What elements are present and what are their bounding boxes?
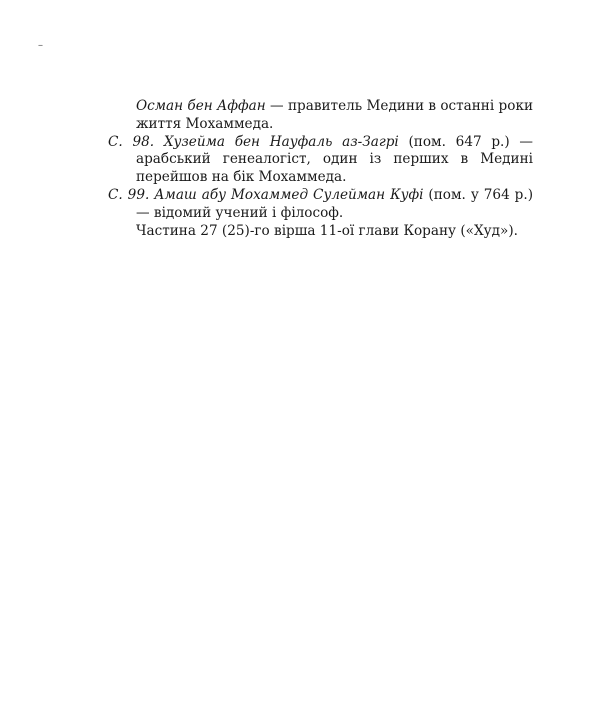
note-term: Хузейма бен Науфаль аз-Загрі [163,133,399,150]
note-text: (пом. 647 р.) — арабський генеалогіст, один із перших в Медині перейшов на бік Мохаммеда. [136,133,534,186]
note-ref: С. 98. [108,133,164,150]
note-page-99 [108,187,533,223]
note-osman [108,98,533,134]
note-term: Амаш абу Мохаммед Сулейман Куфі [154,186,424,203]
note-text: (пом. у 764 р.) — відомий учений і філософ. [136,186,534,221]
page-mark: – [38,40,43,51]
note-text: — правитель Медини в останні роки життя Мохаммеда. [136,98,533,132]
note-quran-verse [108,223,533,241]
endnotes [108,98,533,240]
note-page-98 [108,134,533,187]
note-text: Частина 27 (25)-го вірша 11-ої глави Корану («Худ»). [136,222,518,239]
note-term: Осман бен Аффан [136,98,266,114]
note-ref: С. 99. [108,186,155,203]
